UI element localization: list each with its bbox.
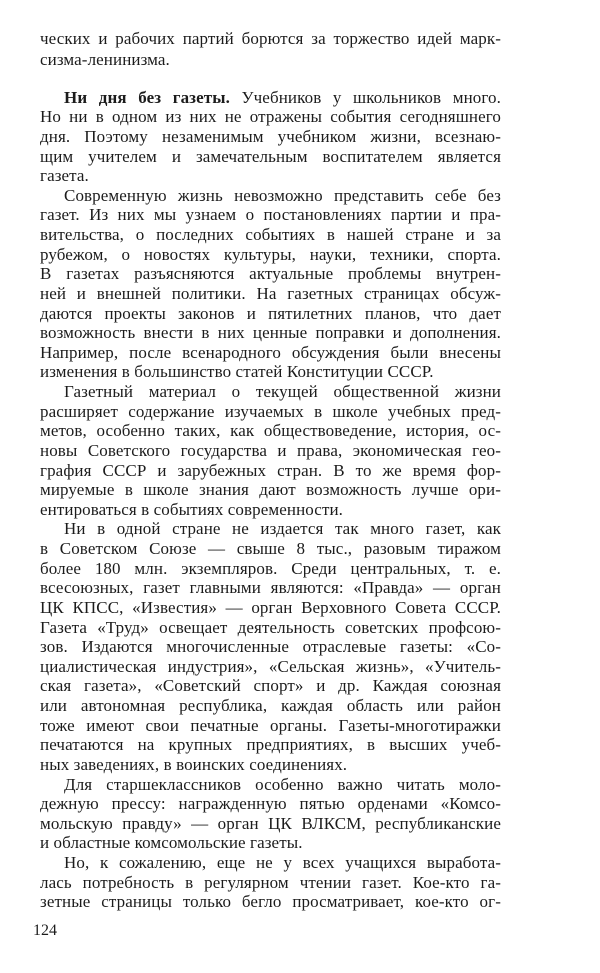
text-line: всесоюзных, газет главными являются: «Правда» — орган (40, 578, 501, 598)
text-line (40, 88, 501, 108)
text-line: зетные страницы только бегло просматривает, кое-кто ог- (40, 892, 501, 912)
text-line: В газетах разъясняются актуальные проблемы внутрен- (40, 264, 501, 284)
text-line: дня. Поэтому незаменимым учебником жизни, всезнаю- (40, 126, 501, 146)
text-line: печатаются на крупных предприятиях, в высших учеб- (40, 735, 501, 755)
text-line: рубежом, о новостях культуры, науки, техники, спорта. (40, 244, 501, 264)
text-line: щим учителем и замечательным воспитателем является (40, 146, 501, 166)
text-line: лась потребность в регулярном чтении газет. Кое-кто га- (40, 872, 501, 892)
text-line: ней и внешней политики. На газетных страницах обсуж- (40, 283, 501, 303)
text-line: Современную жизнь невозможно представить себе без (64, 185, 501, 205)
paragraph (40, 775, 501, 854)
text-line: или автономная республика, каждая область или район (40, 696, 501, 715)
text-line: ЦК КПСС, «Известия» — орган Верховного Совета СССР. (40, 597, 501, 617)
text-line: Но ни в одном из них не отражены события сегодняшнего (40, 107, 501, 127)
text-line: изменения в большинство статей Конституции СССР. (40, 362, 434, 382)
text-line: дежную прессу: награжденную пятью орденами «Комсо- (40, 794, 501, 814)
text-run: Учебников у школьников много. (241, 87, 501, 107)
text-line: Ни в одной стране не издается так много газет, как (64, 519, 501, 539)
page-number: 124 (33, 922, 57, 939)
text-line: новы Советского государства и права, экономическая гео- (40, 440, 501, 460)
text-line: даются проекты законов и пятилетних планов, что дает (40, 303, 501, 323)
text-line: циалистическая индустрия», «Сельская жизнь», «Учитель- (40, 656, 501, 676)
text-line: ентироваться в событиях современности. (40, 499, 344, 519)
text-line: газет. Из них мы узнаем о постановлениях партии и пра- (40, 205, 501, 225)
paragraph (40, 186, 501, 382)
paragraph (40, 853, 501, 912)
text-line: зов. Издаются многочисленные отраслевые газеты: «Со- (40, 637, 501, 657)
text-line: и областные комсомольские газеты. (40, 833, 303, 853)
text-line: ческих и рабочих партий борются за торжество идей марк- (40, 29, 501, 48)
text-line: тоже имеют свои печатные органы. Газеты-многотиражки (40, 715, 501, 735)
text-line: в Советском Союзе — свыше 8 тыс., разовым тиражом (40, 539, 501, 558)
text-line: графия СССР и зарубежных стран. В то же время фор- (40, 460, 501, 480)
text-line: более 180 млн. экземпляров. Среди центральных, т. е. (40, 558, 501, 578)
text-line: мируемые в школе знания дают возможность лучше ори- (40, 480, 501, 500)
paragraph (40, 382, 501, 519)
text-line: мольскую правду» — орган ЦК ВЛКСМ, республиканские (40, 813, 501, 833)
text-line: ных заведениях, в воинских соединениях. (40, 754, 348, 774)
text-line: вительства, о последних событиях в нашей стране и за (40, 225, 501, 244)
text-line: Для старшеклассников особенно важно читать моло- (64, 774, 501, 794)
text-line: ская газета», «Советский спорт» и др. Каждая союзная (40, 676, 501, 696)
text-line: газета. (40, 166, 89, 186)
text-line: расширяет содержание изучаемых в школе учебных пред- (40, 401, 501, 421)
paragraph (40, 28, 501, 70)
text-line: Но, к сожалению, еще не у всех учащихся выработа- (64, 853, 501, 872)
section-heading: Ни дня без газеты. (64, 87, 230, 107)
text-line: Например, после всенародного обсуждения были внесены (40, 342, 501, 362)
text-line: сизма-ленинизма. (40, 50, 170, 69)
text-line: Газетный материал о текущей общественной жизни (64, 382, 501, 401)
paragraph (40, 519, 501, 774)
section-paragraph (40, 88, 501, 186)
page-text (40, 28, 501, 912)
text-line: Газета «Труд» освещает деятельность советских профсою- (40, 617, 501, 637)
text-line: метов, особенно таких, как обществоведение, история, ос- (40, 421, 501, 441)
text-line: возможность внести в них ценные поправки и дополнения. (40, 323, 501, 343)
